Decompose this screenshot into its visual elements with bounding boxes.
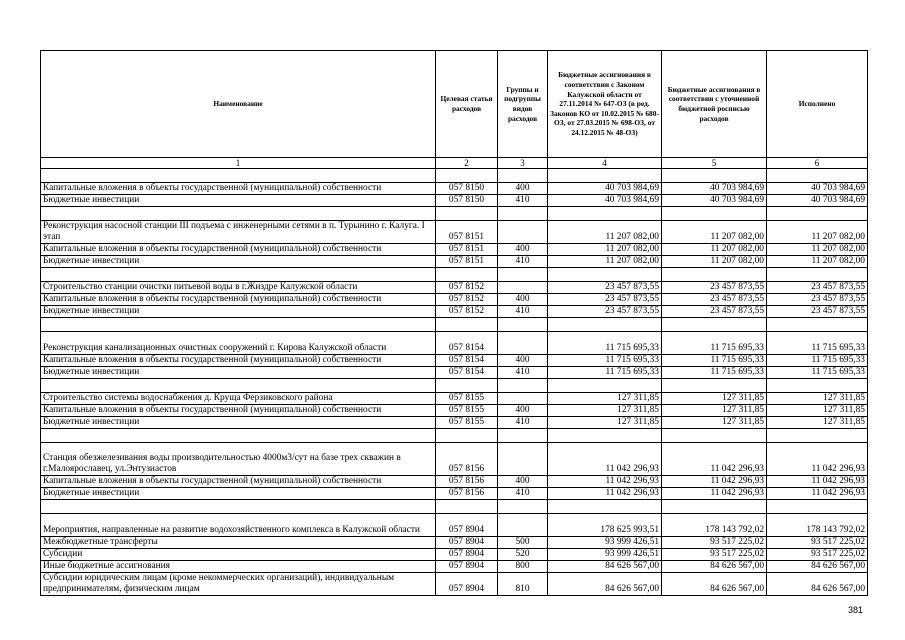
row-name: Станция обезжелезивания воды производительностью 4000м3/сут на базе трех скважин в г.Малоярославец, ул.Энтузиастов [41, 443, 436, 476]
row-group: 400 [498, 244, 548, 256]
row-name: Бюджетные инвестиции [41, 306, 436, 318]
row-revised-amount: 93 517 225,02 [662, 549, 767, 561]
row-name: Бюджетные инвестиции [41, 256, 436, 268]
row-name: Бюджетные инвестиции [41, 417, 436, 429]
row-name: Капитальные вложения в объекты государственной (муниципальной) собственности [41, 355, 436, 367]
row-law-amount: 23 457 873,55 [548, 282, 662, 294]
row-executed-amount: 178 143 792,02 [767, 514, 868, 537]
row-executed-amount: 40 703 984,69 [767, 195, 868, 207]
row-code: 057 8155 [436, 417, 498, 429]
table-row [41, 514, 868, 537]
column-number: 4 [548, 158, 662, 169]
table-row [41, 195, 868, 207]
row-executed-amount: 23 457 873,55 [767, 282, 868, 294]
row-law-amount: 40 703 984,69 [548, 183, 662, 195]
row-name: Бюджетные инвестиции [41, 488, 436, 500]
row-revised-amount: 11 207 082,00 [662, 221, 767, 244]
row-revised-amount: 127 311,85 [662, 393, 767, 405]
table-row [41, 443, 868, 476]
table-row [41, 367, 868, 379]
row-law-amount: 84 626 567,00 [548, 561, 662, 573]
row-law-amount: 84 626 567,00 [548, 573, 662, 596]
row-executed-amount: 23 457 873,55 [767, 306, 868, 318]
row-executed-amount: 11 042 296,93 [767, 488, 868, 500]
row-code: 057 8151 [436, 244, 498, 256]
table-row [41, 537, 868, 549]
row-group: 810 [498, 573, 548, 596]
row-revised-amount: 84 626 567,00 [662, 573, 767, 596]
row-law-amount: 11 207 082,00 [548, 221, 662, 244]
row-law-amount: 40 703 984,69 [548, 195, 662, 207]
table-row [41, 256, 868, 268]
row-group: 410 [498, 256, 548, 268]
table-row [41, 355, 868, 367]
table-row [41, 488, 868, 500]
column-number: 3 [498, 158, 548, 169]
row-executed-amount: 40 703 984,69 [767, 183, 868, 195]
row-revised-amount: 11 042 296,93 [662, 488, 767, 500]
spacer-row [41, 318, 868, 332]
row-code: 057 8154 [436, 367, 498, 379]
row-group: 800 [498, 561, 548, 573]
row-executed-amount: 11 715 695,33 [767, 367, 868, 379]
row-executed-amount: 11 042 296,93 [767, 476, 868, 488]
row-group: 410 [498, 306, 548, 318]
row-revised-amount: 11 207 082,00 [662, 244, 767, 256]
row-code: 057 8150 [436, 183, 498, 195]
row-executed-amount: 11 207 082,00 [767, 256, 868, 268]
row-executed-amount: 84 626 567,00 [767, 573, 868, 596]
spacer-row [41, 207, 868, 221]
row-law-amount: 23 457 873,55 [548, 306, 662, 318]
header-name: Наименование [41, 51, 436, 158]
row-group: 400 [498, 476, 548, 488]
row-name: Мероприятия, направленные на развитие водохозяйственного комплекса в Калужской области [41, 514, 436, 537]
row-group [498, 393, 548, 405]
row-executed-amount: 11 042 296,93 [767, 443, 868, 476]
row-group: 520 [498, 549, 548, 561]
row-revised-amount: 11 715 695,33 [662, 367, 767, 379]
row-code: 057 8156 [436, 488, 498, 500]
row-group: 410 [498, 488, 548, 500]
row-executed-amount: 93 517 225,02 [767, 549, 868, 561]
spacer-row [41, 268, 868, 282]
column-number-row [41, 158, 868, 169]
table-row [41, 183, 868, 195]
row-name: Капитальные вложения в объекты государственной (муниципальной) собственности [41, 405, 436, 417]
row-code: 057 8155 [436, 405, 498, 417]
row-law-amount: 178 625 993,51 [548, 514, 662, 537]
row-code: 057 8904 [436, 514, 498, 537]
row-code: 057 8151 [436, 221, 498, 244]
row-code: 057 8154 [436, 355, 498, 367]
table-row [41, 282, 868, 294]
header-code: Целевая статья расходов [436, 51, 498, 158]
row-executed-amount: 11 207 082,00 [767, 221, 868, 244]
row-code: 057 8152 [436, 282, 498, 294]
row-group: 500 [498, 537, 548, 549]
row-group: 400 [498, 405, 548, 417]
row-revised-amount: 11 715 695,33 [662, 332, 767, 355]
table-row [41, 417, 868, 429]
table-row [41, 549, 868, 561]
row-executed-amount: 127 311,85 [767, 393, 868, 405]
table-row [41, 306, 868, 318]
row-code: 057 8152 [436, 306, 498, 318]
column-number: 1 [41, 158, 436, 169]
row-revised-amount: 127 311,85 [662, 417, 767, 429]
header-revised-allocations: Бюджетные ассигнования в соответствии с уточненной бюджетной росписью расходов [662, 51, 767, 158]
table-row [41, 405, 868, 417]
row-code: 057 8150 [436, 195, 498, 207]
row-executed-amount: 11 207 082,00 [767, 244, 868, 256]
row-name: Строительство системы водоснабжения д. Круща Ферзиковского района [41, 393, 436, 405]
row-executed-amount: 127 311,85 [767, 417, 868, 429]
row-revised-amount: 23 457 873,55 [662, 306, 767, 318]
row-group: 400 [498, 355, 548, 367]
row-group [498, 332, 548, 355]
row-name: Субсидии юридическим лицам (кроме некоммерческих организаций), индивидуальным предпринимателям, физическим лицам [41, 573, 436, 596]
table-row [41, 561, 868, 573]
row-name: Капитальные вложения в объекты государственной (муниципальной) собственности [41, 476, 436, 488]
row-code: 057 8152 [436, 294, 498, 306]
row-code: 057 8904 [436, 561, 498, 573]
row-law-amount: 11 715 695,33 [548, 367, 662, 379]
row-law-amount: 93 999 426,51 [548, 549, 662, 561]
row-code: 057 8904 [436, 549, 498, 561]
row-revised-amount: 11 207 082,00 [662, 256, 767, 268]
row-name: Межбюджетные трансферты [41, 537, 436, 549]
row-name: Реконструкция канализационных очистных сооружений г. Кирова Калужской области [41, 332, 436, 355]
header-executed: Исполнено [767, 51, 868, 158]
row-executed-amount: 127 311,85 [767, 405, 868, 417]
row-law-amount: 11 207 082,00 [548, 244, 662, 256]
row-name: Капитальные вложения в объекты государственной (муниципальной) собственности [41, 183, 436, 195]
row-law-amount: 93 999 426,51 [548, 537, 662, 549]
budget-table [40, 50, 868, 596]
table-row [41, 294, 868, 306]
row-group [498, 443, 548, 476]
row-executed-amount: 93 517 225,02 [767, 537, 868, 549]
row-group [498, 514, 548, 537]
row-law-amount: 127 311,85 [548, 393, 662, 405]
row-law-amount: 127 311,85 [548, 417, 662, 429]
row-revised-amount: 127 311,85 [662, 405, 767, 417]
row-executed-amount: 11 715 695,33 [767, 332, 868, 355]
spacer-row [41, 500, 868, 514]
row-code: 057 8151 [436, 256, 498, 268]
row-revised-amount: 84 626 567,00 [662, 561, 767, 573]
header-law-allocations: Бюджетные ассигнования в соответствии с Законом Калужской области от 27.11.2014 № 647-ОЗ (в ред. Законов КО от 10.02.2015 № 680-ОЗ, от 27.03.2015 № 698-ОЗ, от 24.12.2015 № 48-ОЗ) [548, 51, 662, 158]
row-law-amount: 11 042 296,93 [548, 443, 662, 476]
table-row [41, 244, 868, 256]
row-revised-amount: 93 517 225,02 [662, 537, 767, 549]
row-revised-amount: 11 715 695,33 [662, 355, 767, 367]
row-law-amount: 23 457 873,55 [548, 294, 662, 306]
row-name: Бюджетные инвестиции [41, 367, 436, 379]
row-code: 057 8155 [436, 393, 498, 405]
row-law-amount: 127 311,85 [548, 405, 662, 417]
spacer-row [41, 379, 868, 393]
row-revised-amount: 178 143 792,02 [662, 514, 767, 537]
page-number: 381 [848, 605, 864, 615]
table-row [41, 573, 868, 596]
column-number: 5 [662, 158, 767, 169]
row-revised-amount: 40 703 984,69 [662, 183, 767, 195]
row-revised-amount: 11 042 296,93 [662, 476, 767, 488]
row-group: 400 [498, 294, 548, 306]
column-number: 2 [436, 158, 498, 169]
row-executed-amount: 84 626 567,00 [767, 561, 868, 573]
row-executed-amount: 11 715 695,33 [767, 355, 868, 367]
spacer-row [41, 429, 868, 443]
row-group: 410 [498, 195, 548, 207]
row-group: 410 [498, 417, 548, 429]
row-law-amount: 11 715 695,33 [548, 355, 662, 367]
row-name: Бюджетные инвестиции [41, 195, 436, 207]
row-name: Субсидии [41, 549, 436, 561]
row-law-amount: 11 042 296,93 [548, 488, 662, 500]
row-revised-amount: 40 703 984,69 [662, 195, 767, 207]
row-name: Капитальные вложения в объекты государственной (муниципальной) собственности [41, 244, 436, 256]
row-code: 057 8156 [436, 476, 498, 488]
row-code: 057 8154 [436, 332, 498, 355]
row-code: 057 8156 [436, 443, 498, 476]
row-revised-amount: 11 042 296,93 [662, 443, 767, 476]
row-code: 057 8904 [436, 537, 498, 549]
row-group: 400 [498, 183, 548, 195]
table-row [41, 221, 868, 244]
row-code: 057 8904 [436, 573, 498, 596]
table-row [41, 393, 868, 405]
row-name: Строительство станции очистки питьевой воды в г.Жиздре Калужской области [41, 282, 436, 294]
row-executed-amount: 23 457 873,55 [767, 294, 868, 306]
row-law-amount: 11 207 082,00 [548, 256, 662, 268]
spacer-row [41, 169, 868, 183]
table-row [41, 332, 868, 355]
header-group: Группы и подгруппы видов расходов [498, 51, 548, 158]
row-law-amount: 11 715 695,33 [548, 332, 662, 355]
row-revised-amount: 23 457 873,55 [662, 294, 767, 306]
row-name: Реконструкция насосной станции III подъема с инженерными сетями в п. Турынино г. Калуга. I этап [41, 221, 436, 244]
table-row [41, 476, 868, 488]
row-name: Иные бюджетные ассигнования [41, 561, 436, 573]
row-revised-amount: 23 457 873,55 [662, 282, 767, 294]
row-group: 410 [498, 367, 548, 379]
table-header-row [41, 51, 868, 158]
column-number: 6 [767, 158, 868, 169]
row-name: Капитальные вложения в объекты государственной (муниципальной) собственности [41, 294, 436, 306]
row-group [498, 282, 548, 294]
row-group [498, 221, 548, 244]
row-law-amount: 11 042 296,93 [548, 476, 662, 488]
